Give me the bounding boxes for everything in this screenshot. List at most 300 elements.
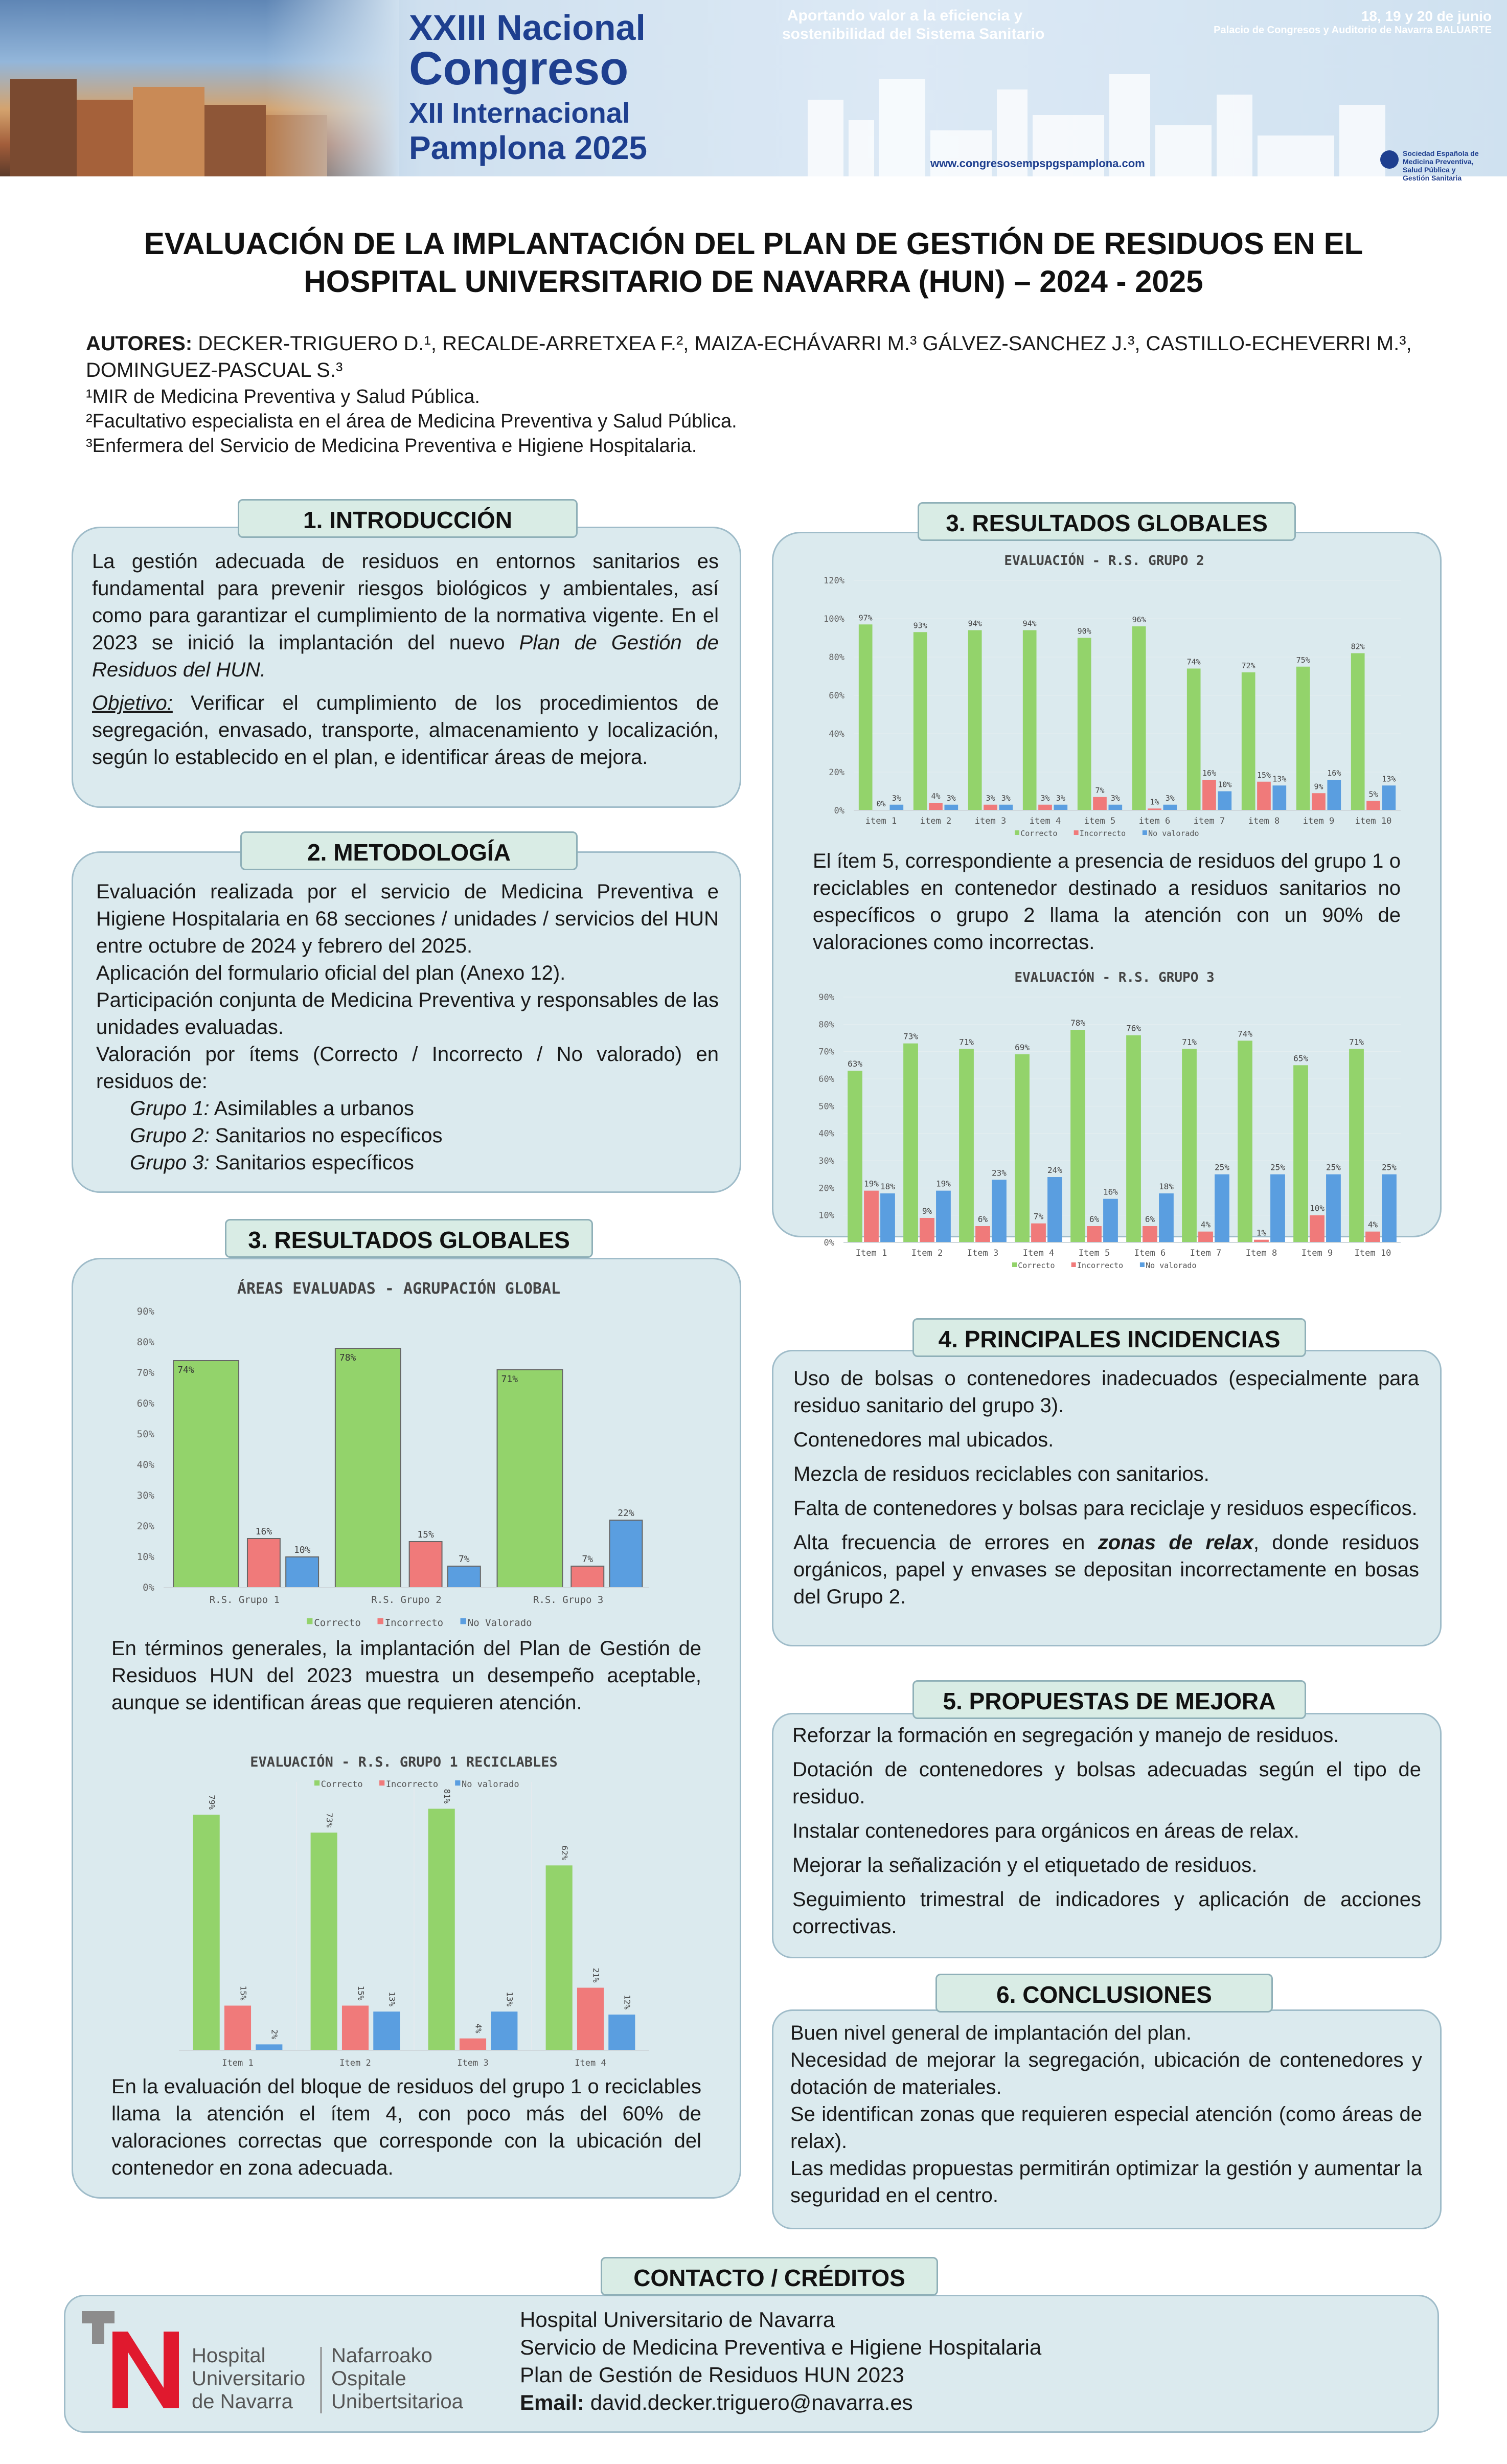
category-label: item 2 <box>920 816 952 826</box>
bar-correcto <box>1078 638 1091 811</box>
bar-correcto <box>173 1361 239 1588</box>
y-tick-label: 20% <box>818 1183 834 1194</box>
bar-incorrecto <box>409 1542 442 1588</box>
bar-correcto <box>859 624 873 810</box>
bar-incorrecto <box>975 1226 990 1242</box>
chart-title: EVALUACIÓN - R.S. GRUPO 2 <box>1004 553 1204 569</box>
bar-no-valorado <box>1103 1199 1118 1242</box>
banner-venue: Palacio de Congresos y Auditorio de Navarra BALUARTE <box>1214 25 1492 36</box>
data-label: 19% <box>936 1179 951 1189</box>
data-label: 6% <box>977 1214 988 1224</box>
y-tick-label: 70% <box>136 1367 154 1378</box>
bar-incorrecto <box>864 1191 879 1242</box>
affiliation-3: ³Enfermera del Servicio de Medicina Preventiva e Higiene Hospitalaria. <box>86 435 697 457</box>
legend-label: Correcto <box>314 1617 361 1629</box>
congress-banner <box>0 0 1507 182</box>
category-label: R.S. Grupo 1 <box>209 1594 280 1606</box>
bar-no-valorado <box>610 1520 643 1588</box>
legend-label: Incorrecto <box>384 1617 444 1629</box>
title-line-1: EVALUACIÓN DE LA IMPLANTACIÓN DEL PLAN DE GESTIÓN DE RESIDUOS EN EL <box>144 227 1363 261</box>
category-label: Item 7 <box>1190 1248 1222 1258</box>
y-tick-label: 0% <box>143 1582 154 1593</box>
y-tick-label: 40% <box>829 729 844 739</box>
legend-swatch <box>377 1618 383 1624</box>
bar-incorrecto <box>577 1988 604 2051</box>
data-label: 72% <box>1241 661 1255 670</box>
contact-lines <box>520 2306 1389 2416</box>
data-label: 25% <box>1270 1162 1285 1172</box>
bar-correcto <box>959 1049 974 1242</box>
results-right-heading: 3. RESULTADOS GLOBALES <box>918 502 1296 541</box>
legend-swatch <box>1143 830 1147 835</box>
bar-correcto <box>497 1370 563 1588</box>
data-label: 3% <box>1165 793 1175 803</box>
society-logo <box>1380 148 1482 182</box>
bar-incorrecto <box>342 2006 369 2051</box>
data-label: 15% <box>238 1985 248 2001</box>
data-label: 24% <box>1047 1165 1062 1175</box>
legend-swatch <box>1012 1262 1017 1267</box>
data-label: 13% <box>1382 774 1396 784</box>
category-label: R.S. Grupo 3 <box>533 1594 604 1606</box>
data-label: 22% <box>618 1508 634 1519</box>
conclusion-4: Las medidas propuestas permitirán optimizar la gestión y aumentar la seguridad en el centro. <box>790 2157 1422 2207</box>
data-label: 4% <box>473 2023 484 2033</box>
category-label: Item 2 <box>911 1248 943 1258</box>
bar-incorrecto <box>929 803 943 810</box>
data-label: 62% <box>560 1845 569 1861</box>
poster-title <box>77 225 1430 301</box>
data-label: 7% <box>582 1554 593 1565</box>
congress-line-2: Congreso <box>409 42 629 95</box>
method-line-4: Valoración por ítems (Correcto / Incorrecto / No valorado) en residuos de: <box>96 1043 719 1093</box>
bar-incorrecto <box>1202 780 1216 810</box>
bar-no-valorado <box>1108 805 1122 810</box>
category-label: Item 8 <box>1245 1248 1277 1258</box>
data-label: 94% <box>1022 619 1037 628</box>
data-label: 18% <box>1159 1182 1174 1191</box>
proposal-1: Reforzar la formación en segregación y manejo de residuos. <box>792 1724 1339 1747</box>
data-label: 15% <box>417 1529 434 1540</box>
data-label: 16% <box>1202 768 1217 778</box>
banner-tagline-1: Aportando valor a la eficiencia y <box>787 7 1023 24</box>
proposal-3: Instalar contenedores para orgánicos en áreas de relax. <box>792 1820 1299 1842</box>
legend-label: No valorado <box>1148 829 1199 838</box>
data-label: 10% <box>293 1545 311 1555</box>
data-label: 74% <box>177 1365 194 1375</box>
method-line-3: Participación conjunta de Medicina Preventiva y responsables de las unidades evaluadas. <box>96 989 719 1038</box>
intro-plan-name: Plan de Gestión de Residuos del HUN. <box>92 631 719 681</box>
bar-correcto <box>1070 1030 1085 1242</box>
y-tick-label: 0% <box>824 1238 834 1248</box>
contact-heading: CONTACTO / CRÉDITOS <box>601 2257 938 2296</box>
legend-label: Correcto <box>1020 829 1058 838</box>
category-label: Item 6 <box>1134 1248 1166 1258</box>
bar-incorrecto <box>1198 1232 1213 1242</box>
bar-correcto <box>1023 630 1037 811</box>
data-label: 0% <box>876 799 886 808</box>
bar-correcto <box>914 632 927 810</box>
incident-3: Mezcla de residuos reciclables con sanitarios. <box>793 1463 1209 1485</box>
legend-label: No valorado <box>461 1779 519 1790</box>
affiliations <box>86 385 1435 458</box>
category-label: Item 3 <box>457 2058 489 2068</box>
category-label: item 10 <box>1355 816 1392 826</box>
data-label: 9% <box>1314 782 1323 792</box>
bar-incorrecto <box>1310 1215 1325 1242</box>
intro-heading: 1. INTRODUCCIÓN <box>238 499 578 538</box>
bar-correcto <box>1015 1054 1030 1242</box>
method-group-1: Grupo 1: Asimilables a urbanos <box>130 1097 414 1120</box>
y-tick-label: 50% <box>818 1101 834 1112</box>
data-label: 3% <box>892 793 901 803</box>
incident-2: Contenedores mal ubicados. <box>793 1429 1054 1451</box>
bar-no-valorado <box>1054 805 1067 810</box>
category-label: Item 1 <box>222 2058 254 2068</box>
congress-line-4: Pamplona 2025 <box>409 129 647 166</box>
data-label: 78% <box>339 1352 356 1363</box>
bar-no-valorado <box>1326 1174 1341 1242</box>
bar-incorrecto <box>1038 805 1052 810</box>
objective-label: Objetivo: <box>92 692 173 714</box>
data-label: 71% <box>959 1037 974 1047</box>
bar-no-valorado <box>1382 1174 1397 1242</box>
data-label: 71% <box>1182 1037 1197 1047</box>
logo-eu-2: Ospitale <box>331 2367 406 2390</box>
contact-line-3: Plan de Gestión de Residuos HUN 2023 <box>520 2363 904 2387</box>
y-tick-label: 90% <box>136 1306 154 1317</box>
bar-no-valorado <box>608 2015 635 2050</box>
legend-swatch <box>379 1780 384 1785</box>
category-label: Item 1 <box>855 1248 887 1258</box>
data-label: 3% <box>986 793 995 803</box>
bar-incorrecto <box>1031 1224 1046 1242</box>
bar-correcto <box>1238 1041 1252 1242</box>
bar-incorrecto <box>224 2006 251 2051</box>
data-label: 15% <box>356 1985 366 2001</box>
data-label: 73% <box>325 1813 334 1828</box>
data-label: 25% <box>1382 1162 1397 1172</box>
data-label: 6% <box>1089 1214 1100 1224</box>
legend-label: Correcto <box>321 1779 363 1790</box>
legend-swatch <box>314 1780 319 1785</box>
data-label: 25% <box>1326 1162 1341 1172</box>
data-label: 2% <box>269 2029 280 2040</box>
bar-no-valorado <box>1163 805 1177 810</box>
y-tick-label: 10% <box>818 1210 834 1221</box>
data-label: 76% <box>1126 1023 1141 1033</box>
chart-grupo-1 <box>169 1751 659 2068</box>
data-label: 1% <box>1150 797 1159 807</box>
incident-5: Alta frecuencia de errores en zonas de relax, donde residuos orgánicos, papel y envases se depositan incorrectamente en bosas del Grupo 2. <box>793 1531 1419 1608</box>
congress-line-3: XII Internacional <box>409 97 630 129</box>
bar-no-valorado <box>1047 1177 1062 1242</box>
legend-swatch <box>1074 830 1079 835</box>
data-label: 16% <box>1327 768 1341 778</box>
bar-incorrecto <box>1143 1226 1157 1242</box>
data-label: 69% <box>1015 1043 1030 1052</box>
legend-swatch <box>461 1618 466 1624</box>
data-label: 94% <box>968 619 982 628</box>
category-label: item 3 <box>974 816 1007 826</box>
y-tick-label: 120% <box>824 576 844 586</box>
conclusions-list <box>790 2020 1422 2209</box>
chart-title: ÁREAS EVALUADAS - AGRUPACIÓN GLOBAL <box>237 1280 561 1298</box>
society-name: Sociedad Española de Medicina Preventiva, Salud Pública y Gestión Sanitaria <box>1403 149 1479 182</box>
banner-dates: 18, 19 y 20 de junio <box>1361 8 1492 24</box>
bar-no-valorado <box>1327 780 1341 810</box>
data-label: 21% <box>591 1968 601 1983</box>
bar-no-valorado <box>1382 785 1396 810</box>
authors-label: AUTORES: <box>86 332 193 355</box>
logo-es-2: Universitario <box>192 2367 306 2390</box>
bar-incorrecto <box>1366 801 1380 810</box>
data-label: 6% <box>1145 1214 1155 1224</box>
data-label: 71% <box>501 1374 518 1385</box>
legend-swatch <box>1140 1262 1145 1267</box>
category-label: Item 4 <box>575 2058 606 2068</box>
incidents-list <box>793 1365 1419 1618</box>
legend-swatch <box>1071 1262 1076 1267</box>
y-tick-label: 80% <box>829 652 844 663</box>
data-label: 7% <box>1095 785 1105 795</box>
chart-global <box>133 1276 665 1634</box>
incident-1: Uso de bolsas o contenedores inadecuados (especialmente para residuo sanitario del grupo 3). <box>793 1367 1419 1417</box>
contact-line-1: Hospital Universitario de Navarra <box>520 2308 835 2332</box>
data-label: 18% <box>880 1182 895 1191</box>
legend-label: Correcto <box>1018 1261 1055 1270</box>
data-label: 90% <box>1077 626 1091 636</box>
bar-correcto <box>335 1348 401 1588</box>
bar-no-valorado <box>936 1191 951 1242</box>
bar-correcto <box>968 630 982 811</box>
data-label: 65% <box>1293 1053 1308 1064</box>
category-label: Item 2 <box>339 2058 371 2068</box>
method-line-2: Aplicación del formulario oficial del plan (Anexo 12). <box>96 962 566 984</box>
data-label: 3% <box>1040 793 1050 803</box>
bar-incorrecto <box>1365 1232 1380 1242</box>
intro-text <box>92 548 719 777</box>
category-label: item 9 <box>1303 816 1335 826</box>
data-label: 4% <box>931 792 941 801</box>
objective-text: Verificar el cumplimiento de los procedimientos de segregación, envasado, transporte, almacenamiento y localización, según lo establecido en el plan, e identificar áreas de mejora. <box>92 692 719 768</box>
bar-correcto <box>428 1809 455 2051</box>
y-tick-label: 60% <box>829 691 844 701</box>
bar-incorrecto <box>1093 797 1107 810</box>
y-tick-label: 50% <box>136 1429 154 1440</box>
data-label: 16% <box>255 1526 272 1537</box>
bar-no-valorado <box>1270 1174 1285 1242</box>
bar-correcto <box>546 1865 573 2050</box>
legend-label: No Valorado <box>467 1617 532 1629</box>
authors <box>86 330 1435 383</box>
legend-swatch <box>307 1618 312 1624</box>
bar-correcto <box>1187 669 1201 811</box>
bar-no-valorado <box>373 2011 400 2050</box>
data-label: 13% <box>1272 774 1287 784</box>
category-label: R.S. Grupo 2 <box>371 1594 442 1606</box>
bar-correcto <box>1242 672 1255 810</box>
data-label: 25% <box>1215 1162 1229 1172</box>
data-label: 10% <box>1218 780 1232 789</box>
bar-correcto <box>848 1071 862 1242</box>
results-left-heading: 3. RESULTADOS GLOBALES <box>225 1219 593 1258</box>
y-tick-label: 20% <box>136 1521 154 1532</box>
chart-grupo-2 <box>818 550 1411 838</box>
y-tick-label: 40% <box>818 1128 834 1139</box>
intro-p1: La gestión adecuada de residuos en entornos sanitarios es fundamental para prevenir riesgos biológicos y ambientales, así como para garantizar el cumplimiento de la normativa vigente. En el 2023 se inició la implantación del nuevo <box>92 550 719 654</box>
bar-no-valorado <box>992 1180 1007 1242</box>
data-label: 71% <box>1349 1037 1364 1047</box>
data-label: 97% <box>858 613 873 623</box>
data-label: 13% <box>387 1992 397 2007</box>
bar-correcto <box>1293 1065 1308 1242</box>
data-label: 13% <box>505 1992 515 2007</box>
data-label: 74% <box>1238 1029 1252 1039</box>
logo-eu-1: Nafarroako <box>331 2344 432 2367</box>
proposal-2: Dotación de contenedores y bolsas adecuadas según el tipo de residuo. <box>792 1758 1421 1808</box>
data-label: 81% <box>442 1789 452 1804</box>
data-label: 63% <box>848 1059 862 1069</box>
title-line-2: HOSPITAL UNIVERSITARIO DE NAVARRA (HUN) – 2024 - 2025 <box>304 264 1203 299</box>
society-logo-icon <box>1380 150 1399 169</box>
affiliation-1: ¹MIR de Medicina Preventiva y Salud Pública. <box>86 386 480 408</box>
y-tick-label: 40% <box>136 1459 154 1471</box>
method-line-1: Evaluación realizada por el servicio de Medicina Preventiva e Higiene Hospitalaria en 68 secciones / unidades / servicios del HUN entre octubre de 2024 y febrero del 2025. <box>96 880 719 957</box>
bar-incorrecto <box>920 1218 934 1242</box>
banner-tagline-2: sostenibilidad del Sistema Sanitario <box>782 26 1045 42</box>
y-tick-label: 60% <box>818 1074 834 1084</box>
legend-swatch <box>455 1780 460 1785</box>
category-label: Item 10 <box>1354 1248 1391 1258</box>
category-label: item 5 <box>1084 816 1116 826</box>
bar-no-valorado <box>448 1566 481 1588</box>
data-label: 79% <box>207 1795 217 1810</box>
data-label: 3% <box>1001 793 1011 803</box>
logo-n-icon <box>112 2332 179 2408</box>
category-label: item 7 <box>1193 816 1225 826</box>
bar-no-valorado <box>880 1193 895 1242</box>
category-label: Item 3 <box>967 1248 999 1258</box>
data-label: 16% <box>1103 1187 1118 1197</box>
proposals-list <box>792 1722 1421 1948</box>
legend-label: Incorrecto <box>385 1779 439 1790</box>
category-label: item 6 <box>1138 816 1171 826</box>
method-group-2: Grupo 2: Sanitarios no específicos <box>130 1124 443 1147</box>
y-tick-label: 30% <box>818 1156 834 1166</box>
bar-no-valorado <box>999 805 1013 810</box>
y-tick-label: 60% <box>136 1398 154 1409</box>
conclusions-heading: 6. CONCLUSIONES <box>935 1974 1273 2013</box>
contact-email[interactable]: Email: david.decker.triguero@navarra.es <box>520 2390 913 2414</box>
incidents-heading: 4. PRINCIPALES INCIDENCIAS <box>912 1318 1306 1357</box>
bar-correcto <box>311 1833 337 2050</box>
data-label: 3% <box>1056 793 1065 803</box>
bar-incorrecto <box>247 1539 280 1588</box>
data-label: 19% <box>864 1179 879 1189</box>
data-label: 10% <box>1310 1203 1325 1213</box>
method-heading: 2. METODOLOGÍA <box>240 831 578 870</box>
bar-no-valorado <box>889 805 903 810</box>
proposal-5: Seguimiento trimestral de indicadores y aplicación de acciones correctivas. <box>792 1888 1421 1938</box>
bar-no-valorado <box>944 805 958 810</box>
bar-correcto <box>1126 1035 1141 1242</box>
bar-incorrecto <box>1257 782 1271 810</box>
congress-line-1: XXIII Nacional <box>409 8 646 48</box>
chart-grupo-3 <box>803 966 1411 1273</box>
y-tick-label: 20% <box>829 767 844 778</box>
data-label: 4% <box>1367 1219 1378 1230</box>
category-label: item 8 <box>1248 816 1280 826</box>
data-label: 75% <box>1296 655 1310 665</box>
y-tick-label: 70% <box>818 1047 834 1057</box>
incident-4: Falta de contenedores y bolsas para reciclaje y residuos específicos. <box>793 1497 1418 1520</box>
bar-no-valorado <box>1159 1193 1174 1242</box>
bar-incorrecto <box>984 805 997 810</box>
data-label: 15% <box>1257 770 1271 780</box>
bar-correcto <box>1296 667 1310 810</box>
results-right-text-1: El ítem 5, correspondiente a presencia de residuos del grupo 1 o reciclables en contenedor destinado a residuos sanitarios no específicos o grupo 2 llama la atención con un 90% de valoraciones como incorrectas. <box>813 850 1401 954</box>
bar-correcto <box>1351 653 1365 811</box>
affiliation-2: ²Facultativo especialista en el área de Medicina Preventiva y Salud Pública. <box>86 411 737 432</box>
y-tick-label: 80% <box>818 1020 834 1030</box>
y-tick-label: 100% <box>824 614 844 624</box>
chart-title: EVALUACIÓN - R.S. GRUPO 1 RECICLABLES <box>250 1754 558 1770</box>
data-label: 74% <box>1186 657 1201 667</box>
logo-cross-v <box>92 2311 104 2344</box>
proposal-4: Mejorar la señalización y el etiquetado de residuos. <box>792 1854 1258 1877</box>
data-label: 93% <box>913 621 927 630</box>
authors-list: DECKER-TRIGUERO D.¹, RECALDE-ARRETXEA F.², MAIZA-ECHÁVARRI M.³ GÁLVEZ-SANCHEZ J.³, CASTILLO-ECHEVERRI M.³, DOMINGUEZ-PASCUAL S.³ <box>86 332 1412 381</box>
legend-label: Incorrecto <box>1077 1261 1124 1270</box>
data-label: 82% <box>1351 642 1365 651</box>
contact-line-2: Servicio de Medicina Preventiva e Higiene Hospitalaria <box>520 2335 1042 2359</box>
y-tick-label: 0% <box>834 806 844 816</box>
data-label: 4% <box>1200 1219 1211 1230</box>
bar-no-valorado <box>1215 1174 1229 1242</box>
congress-url[interactable]: www.congresosempspgspamplona.com <box>930 157 1145 170</box>
bar-correcto <box>1132 626 1146 810</box>
y-tick-label: 90% <box>818 992 834 1003</box>
bar-no-valorado <box>1218 792 1231 811</box>
bar-no-valorado <box>256 2044 282 2050</box>
conclusion-2: Necesidad de mejorar la segregación, ubicación de contenedores y dotación de materiales. <box>790 2049 1422 2098</box>
results-left-text-1: En términos generales, la implantación del Plan de Gestión de Residuos HUN del 2023 muestra un desempeño aceptable, aunque se identifican áreas que requieren atención. <box>111 1637 701 1714</box>
bar-correcto <box>903 1044 918 1242</box>
conclusion-1: Buen nivel general de implantación del plan. <box>790 2022 1192 2044</box>
banner-city-photo <box>0 0 399 176</box>
data-label: 9% <box>922 1206 932 1216</box>
bar-incorrecto <box>1312 793 1326 810</box>
data-label: 3% <box>1110 793 1120 803</box>
bar-no-valorado <box>491 2011 517 2050</box>
conclusion-3: Se identifican zonas que requieren especial atención (como áreas de relax). <box>790 2103 1422 2153</box>
category-label: item 4 <box>1029 816 1061 826</box>
logo-eu-3: Unibertsitarioa <box>331 2390 463 2413</box>
bar-incorrecto <box>571 1566 604 1588</box>
bar-incorrecto <box>1087 1226 1102 1242</box>
category-label: Item 5 <box>1078 1248 1110 1258</box>
data-label: 7% <box>1033 1211 1044 1222</box>
y-tick-label: 80% <box>136 1337 154 1348</box>
data-label: 1% <box>1256 1228 1267 1238</box>
category-label: Item 9 <box>1301 1248 1333 1258</box>
category-label: item 1 <box>865 816 897 826</box>
bar-incorrecto <box>460 2039 486 2050</box>
y-tick-label: 10% <box>136 1551 154 1563</box>
legend-swatch <box>1015 830 1019 835</box>
method-group-3: Grupo 3: Sanitarios específicos <box>130 1151 414 1174</box>
